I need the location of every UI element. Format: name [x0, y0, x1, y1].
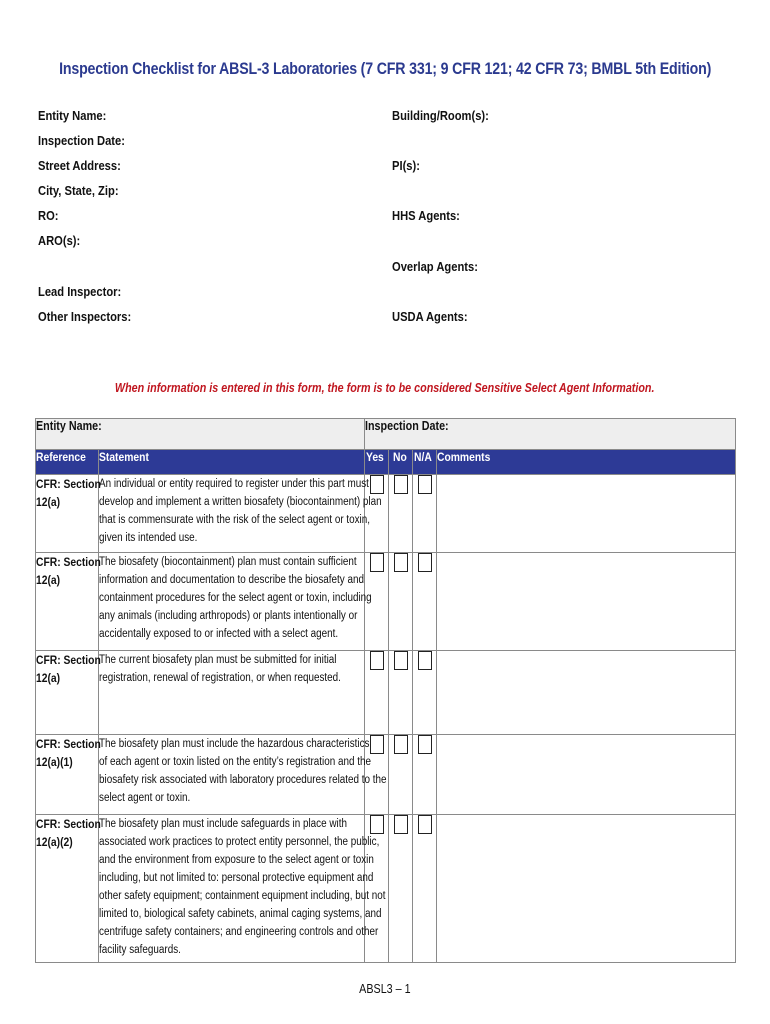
table-header-row — [36, 450, 736, 475]
reference-cell: CFR: Section 12(a) — [36, 553, 99, 651]
pis-label: PI(s): — [392, 158, 420, 173]
entity-name-label: Entity Name: — [38, 108, 107, 123]
col-header-na: N/A — [413, 450, 437, 475]
col-header-yes: Yes — [365, 450, 389, 475]
statement-cell: An individual or entity required to register under this part must develop and implement a written biosafety (biocontainment) plan that is commensurate with the risk of the select agent or toxin, given its intended use. — [99, 475, 365, 553]
reference-cell: CFR: Section 12(a) — [36, 651, 99, 735]
col-header-reference: Reference — [36, 450, 99, 475]
table-row — [36, 553, 736, 651]
reference-cell: CFR: Section 12(a) — [36, 475, 99, 553]
col-header-comments: Comments — [437, 450, 736, 475]
checklist-table — [35, 418, 736, 963]
hhs-agents-label: HHS Agents: — [392, 208, 460, 223]
na-checkbox[interactable] — [418, 475, 432, 494]
na-checkbox[interactable] — [418, 651, 432, 670]
comments-cell[interactable] — [437, 553, 736, 651]
no-checkbox[interactable] — [394, 815, 408, 834]
statement-cell: The biosafety (biocontainment) plan must contain sufficient information and documentation to describe the biosafety and containment procedures for the select agent or toxin, including any animals (including arthropods) or plants intentionally or accidentally exposed to or infected with a select agent. — [99, 553, 365, 651]
page-title: Inspection Checklist for ABSL-3 Laboratories (7 CFR 331; 9 CFR 121; 42 CFR 73; BMBL 5th Edition) — [58, 60, 712, 78]
sensitive-notice: When information is entered in this form, the form is to be considered Sensitive Select Agent Information. — [115, 381, 655, 395]
statement-cell: The biosafety plan must include safeguards in place with associated work practices to protect entity personnel, the public, and the environment from exposure to the select agent or toxin including, but not limited to: personal protective equipment and other safety equipment; containment equipment including, but not limited to, biological safety cabinets, animal caging systems, and centrifuge safety containers; and engineering controls and other facility safeguards. — [99, 815, 365, 963]
no-checkbox[interactable] — [394, 553, 408, 572]
reference-cell: CFR: Section 12(a)(1) — [36, 735, 99, 815]
na-checkbox[interactable] — [418, 735, 432, 754]
statement-cell: The current biosafety plan must be submitted for initial registration, renewal of registration, or when requested. — [99, 651, 365, 735]
yes-checkbox[interactable] — [370, 651, 384, 670]
comments-cell[interactable] — [437, 815, 736, 963]
inspection-date-label: Inspection Date: — [38, 133, 125, 148]
table-row — [36, 475, 736, 553]
yes-checkbox[interactable] — [370, 553, 384, 572]
ro-label: RO: — [38, 208, 59, 223]
na-checkbox[interactable] — [418, 815, 432, 834]
lead-inspector-label: Lead Inspector: — [38, 284, 122, 299]
statement-cell: The biosafety plan must include the hazardous characteristics of each agent or toxin listed on the entity’s registration and the biosafety risk associated with laboratory procedures related to the select agent or toxin. — [99, 735, 365, 815]
comments-cell[interactable] — [437, 735, 736, 815]
comments-cell[interactable] — [437, 651, 736, 735]
aros-label: ARO(s): — [38, 233, 81, 248]
no-checkbox[interactable] — [394, 651, 408, 670]
other-inspectors-label: Other Inspectors: — [38, 309, 132, 324]
yes-checkbox[interactable] — [370, 815, 384, 834]
no-checkbox[interactable] — [394, 475, 408, 494]
reference-cell: CFR: Section 12(a)(2) — [36, 815, 99, 963]
street-address-label: Street Address: — [38, 158, 121, 173]
table-entity-name-label: Entity Name: — [36, 419, 365, 450]
no-checkbox[interactable] — [394, 735, 408, 754]
city-state-zip-label: City, State, Zip: — [38, 183, 119, 198]
usda-agents-label: USDA Agents: — [392, 309, 468, 324]
table-inspection-date-label: Inspection Date: — [365, 419, 736, 450]
col-header-no: No — [389, 450, 413, 475]
na-checkbox[interactable] — [418, 553, 432, 572]
overlap-agents-label: Overlap Agents: — [392, 259, 478, 274]
col-header-statement: Statement — [99, 450, 365, 475]
table-row — [36, 815, 736, 963]
building-rooms-label: Building/Room(s): — [392, 108, 489, 123]
yes-checkbox[interactable] — [370, 475, 384, 494]
yes-checkbox[interactable] — [370, 735, 384, 754]
page-footer: ABSL3 – 1 — [359, 982, 411, 996]
comments-cell[interactable] — [437, 475, 736, 553]
table-row — [36, 735, 736, 815]
table-row — [36, 651, 736, 735]
table-info-row — [36, 419, 736, 450]
